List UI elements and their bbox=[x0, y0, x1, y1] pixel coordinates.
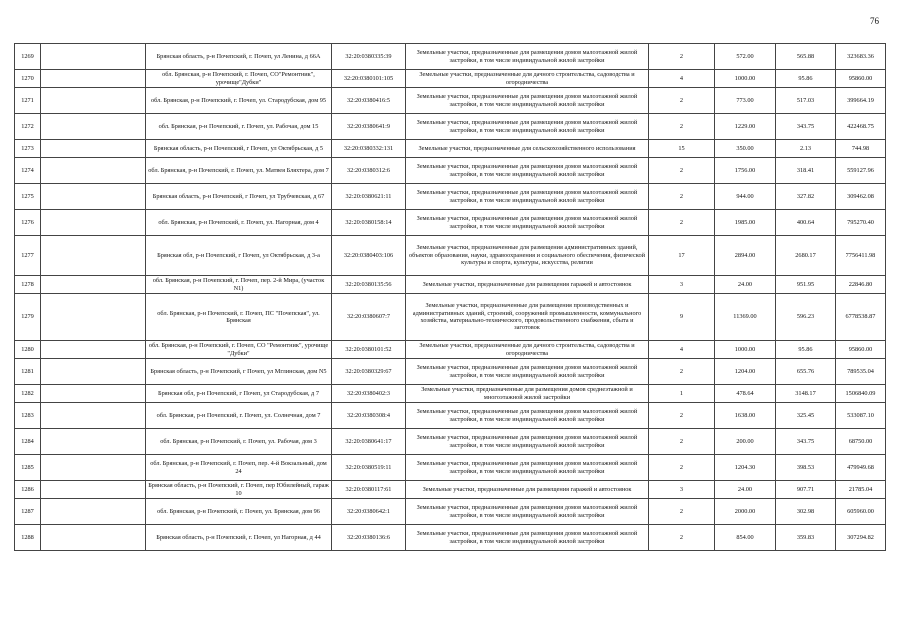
cadastral-value-cell: 789535.04 bbox=[836, 359, 886, 385]
table-row bbox=[15, 429, 886, 455]
table-row bbox=[15, 210, 886, 236]
area-cell: 1985.00 bbox=[715, 210, 776, 236]
area-cell: 11369.00 bbox=[715, 294, 776, 341]
empty-cell bbox=[41, 44, 146, 70]
specific-value-cell: 517.03 bbox=[776, 88, 836, 114]
group-number-cell: 4 bbox=[649, 70, 715, 88]
address-cell: обл. Брянская, р-н Почепский, г. Почеп, ул. Рабочая, дом 15 bbox=[146, 114, 332, 140]
cadastral-value-cell: 6778538.87 bbox=[836, 294, 886, 341]
land-use-cell: Земельные участки, предназначенные для дачного строительства, садоводства и огородничества bbox=[406, 70, 649, 88]
area-cell: 1756.00 bbox=[715, 158, 776, 184]
empty-cell bbox=[41, 385, 146, 403]
land-use-cell: Земельные участки, предназначенные для размещения домов малоэтажной жилой застройки, в том числе индивидуальной жилой застройки bbox=[406, 158, 649, 184]
specific-value-cell: 907.71 bbox=[776, 481, 836, 499]
address-cell: обл. Брянская, р-н Почепский, г. Почеп, СО"Ремонтник", урочище"Дубки" bbox=[146, 70, 332, 88]
table-row bbox=[15, 499, 886, 525]
address-cell: обл. Брянская, р-н Почепский, г. Почеп, ул. Стародубская, дом 95 bbox=[146, 88, 332, 114]
empty-cell bbox=[41, 499, 146, 525]
row-number-cell: 1273 bbox=[15, 140, 41, 158]
row-number-cell: 1283 bbox=[15, 403, 41, 429]
cadastral-value-cell: 533087.10 bbox=[836, 403, 886, 429]
cadastral-number-cell: 32:20:0380519:11 bbox=[332, 455, 406, 481]
address-cell: обл. Брянская, р-н Почепский, г. Почеп, СО "Ремонтник", урочище "Дубки" bbox=[146, 341, 332, 359]
area-cell: 1000.00 bbox=[715, 70, 776, 88]
group-number-cell: 2 bbox=[649, 114, 715, 140]
cadastral-value-cell: 422468.75 bbox=[836, 114, 886, 140]
specific-value-cell: 343.75 bbox=[776, 114, 836, 140]
table-row bbox=[15, 140, 886, 158]
row-number-cell: 1287 bbox=[15, 499, 41, 525]
specific-value-cell: 343.75 bbox=[776, 429, 836, 455]
table-row bbox=[15, 158, 886, 184]
address-cell: Брянская обл, р-н Почепский, г Почеп, ул Стародубская, д 7 bbox=[146, 385, 332, 403]
row-number-cell: 1277 bbox=[15, 236, 41, 276]
address-cell: обл. Брянская, р-н Почепский, г. Почеп, ул. Солнечная, дом 7 bbox=[146, 403, 332, 429]
table-row bbox=[15, 481, 886, 499]
group-number-cell: 2 bbox=[649, 158, 715, 184]
cadastral-value-cell: 307294.82 bbox=[836, 525, 886, 551]
cadastral-number-cell: 32:20:0380641:17 bbox=[332, 429, 406, 455]
cadastral-number-cell: 32:20:0380308:4 bbox=[332, 403, 406, 429]
area-cell: 2000.00 bbox=[715, 499, 776, 525]
address-cell: Брянская область, р-н Почепский, г Почеп, ул Октябрьская, д 5 bbox=[146, 140, 332, 158]
address-cell: Брянская область, р-н Почепский, г Почеп, ул Трубчевская, д 67 bbox=[146, 184, 332, 210]
group-number-cell: 2 bbox=[649, 499, 715, 525]
land-use-cell: Земельные участки, предназначенные для размещения гаражей и автостоянок bbox=[406, 276, 649, 294]
empty-cell bbox=[41, 481, 146, 499]
empty-cell bbox=[41, 184, 146, 210]
cadastral-number-cell: 32:20:0380607:7 bbox=[332, 294, 406, 341]
empty-cell bbox=[41, 525, 146, 551]
cadastral-value-cell: 68750.00 bbox=[836, 429, 886, 455]
cadastral-number-cell: 32:20:0380402:3 bbox=[332, 385, 406, 403]
specific-value-cell: 398.53 bbox=[776, 455, 836, 481]
cadastral-value-cell: 605960.00 bbox=[836, 499, 886, 525]
row-number-cell: 1269 bbox=[15, 44, 41, 70]
area-cell: 24.00 bbox=[715, 276, 776, 294]
empty-cell bbox=[41, 236, 146, 276]
empty-cell bbox=[41, 210, 146, 236]
address-cell: Брянская область, р-н Почепский, г. Почеп, пер Юбилейный, гараж 10 bbox=[146, 481, 332, 499]
table-row bbox=[15, 70, 886, 88]
cadastral-value-cell: 95860.00 bbox=[836, 341, 886, 359]
cadastral-value-cell: 559127.96 bbox=[836, 158, 886, 184]
cadastral-number-cell: 32:20:0380101:105 bbox=[332, 70, 406, 88]
group-number-cell: 3 bbox=[649, 276, 715, 294]
row-number-cell: 1286 bbox=[15, 481, 41, 499]
cadastral-value-cell: 21785.04 bbox=[836, 481, 886, 499]
specific-value-cell: 565.88 bbox=[776, 44, 836, 70]
table-row bbox=[15, 294, 886, 341]
row-number-cell: 1285 bbox=[15, 455, 41, 481]
cadastral-number-cell: 32:20:0380312:6 bbox=[332, 158, 406, 184]
table-row bbox=[15, 403, 886, 429]
empty-cell bbox=[41, 70, 146, 88]
empty-cell bbox=[41, 114, 146, 140]
group-number-cell: 2 bbox=[649, 403, 715, 429]
specific-value-cell: 302.98 bbox=[776, 499, 836, 525]
cadastral-number-cell: 32:20:0380329:67 bbox=[332, 359, 406, 385]
table-row bbox=[15, 88, 886, 114]
address-cell: Брянская область, р-н Почепский, г. Почеп, ул Ленина, д 66А bbox=[146, 44, 332, 70]
specific-value-cell: 2680.17 bbox=[776, 236, 836, 276]
land-use-cell: Земельные участки, предназначенные для размещения домов малоэтажной жилой застройки, в том числе индивидуальной жилой застройки bbox=[406, 499, 649, 525]
land-use-cell: Земельные участки, предназначенные для размещения домов малоэтажной жилой застройки, в том числе индивидуальной жилой застройки bbox=[406, 429, 649, 455]
table-row bbox=[15, 455, 886, 481]
address-cell: обл. Брянская, р-н Почепский, г. Почеп, пер. 4-й Вокзальный, дом 24 bbox=[146, 455, 332, 481]
cadastral-value-cell: 744.98 bbox=[836, 140, 886, 158]
area-cell: 24.00 bbox=[715, 481, 776, 499]
row-number-cell: 1284 bbox=[15, 429, 41, 455]
land-use-cell: Земельные участки, предназначенные для размещения домов малоэтажной жилой застройки, в том числе индивидуальной жилой застройки bbox=[406, 44, 649, 70]
cadastral-value-cell: 1506840.09 bbox=[836, 385, 886, 403]
empty-cell bbox=[41, 341, 146, 359]
land-use-cell: Земельные участки, предназначенные для размещения домов малоэтажной жилой застройки, в том числе индивидуальной жилой застройки bbox=[406, 403, 649, 429]
table-row bbox=[15, 114, 886, 140]
row-number-cell: 1282 bbox=[15, 385, 41, 403]
area-cell: 2894.00 bbox=[715, 236, 776, 276]
cadastral-number-cell: 32:20:0380136:6 bbox=[332, 525, 406, 551]
table-row bbox=[15, 44, 886, 70]
area-cell: 944.00 bbox=[715, 184, 776, 210]
land-use-cell: Земельные участки, предназначенные для размещения домов среднеэтажной и многоэтажной жилой застройки bbox=[406, 385, 649, 403]
group-number-cell: 15 bbox=[649, 140, 715, 158]
empty-cell bbox=[41, 88, 146, 114]
land-registry-table bbox=[14, 43, 886, 551]
row-number-cell: 1278 bbox=[15, 276, 41, 294]
group-number-cell: 1 bbox=[649, 385, 715, 403]
land-use-cell: Земельные участки, предназначенные для размещения производственных и административных зданий, строений, сооружений промышленности, коммунального хозяйства, материально-технического, продовольственного снабжения, сбыта и заготовок bbox=[406, 294, 649, 341]
area-cell: 1000.00 bbox=[715, 341, 776, 359]
cadastral-number-cell: 32:20:0380101:52 bbox=[332, 341, 406, 359]
specific-value-cell: 951.95 bbox=[776, 276, 836, 294]
area-cell: 1229.00 bbox=[715, 114, 776, 140]
cadastral-number-cell: 32:20:0380641:9 bbox=[332, 114, 406, 140]
group-number-cell: 2 bbox=[649, 44, 715, 70]
land-use-cell: Земельные участки, предназначенные для размещения гаражей и автостоянок bbox=[406, 481, 649, 499]
row-number-cell: 1275 bbox=[15, 184, 41, 210]
row-number-cell: 1279 bbox=[15, 294, 41, 341]
group-number-cell: 17 bbox=[649, 236, 715, 276]
table-row bbox=[15, 184, 886, 210]
empty-cell bbox=[41, 294, 146, 341]
address-cell: обл. Брянская, р-н Почепский, г. Почеп, ул. Нагорная, дом 4 bbox=[146, 210, 332, 236]
row-number-cell: 1270 bbox=[15, 70, 41, 88]
specific-value-cell: 3148.17 bbox=[776, 385, 836, 403]
empty-cell bbox=[41, 359, 146, 385]
address-cell: обл. Брянская, р-н Почепский, г. Почеп, пер. 2-й Мира, (участок N1) bbox=[146, 276, 332, 294]
cadastral-number-cell: 32:20:0380158:14 bbox=[332, 210, 406, 236]
address-cell: обл. Брянская, р-н Почепский, г. Почеп, ул. Матвея Бляхтера, дом 7 bbox=[146, 158, 332, 184]
area-cell: 478.64 bbox=[715, 385, 776, 403]
cadastral-value-cell: 795270.40 bbox=[836, 210, 886, 236]
cadastral-value-cell: 22846.80 bbox=[836, 276, 886, 294]
address-cell: обл. Брянская, р-н Почепский, г. Почеп, ул. Рабочая, дом 3 bbox=[146, 429, 332, 455]
table-body bbox=[15, 44, 886, 551]
row-number-cell: 1280 bbox=[15, 341, 41, 359]
group-number-cell: 2 bbox=[649, 455, 715, 481]
row-number-cell: 1274 bbox=[15, 158, 41, 184]
group-number-cell: 2 bbox=[649, 88, 715, 114]
land-use-cell: Земельные участки, предназначенные для размещения домов малоэтажной жилой застройки, в том числе индивидуальной жилой застройки bbox=[406, 184, 649, 210]
land-use-cell: Земельные участки, предназначенные для размещения домов малоэтажной жилой застройки, в том числе индивидуальной жилой застройки bbox=[406, 455, 649, 481]
land-use-cell: Земельные участки, предназначенные для размещения домов малоэтажной жилой застройки, в том числе индивидуальной жилой застройки bbox=[406, 210, 649, 236]
group-number-cell: 2 bbox=[649, 210, 715, 236]
cadastral-number-cell: 32:20:0380117:61 bbox=[332, 481, 406, 499]
cadastral-value-cell: 399664.19 bbox=[836, 88, 886, 114]
cadastral-number-cell: 32:20:0380416:5 bbox=[332, 88, 406, 114]
table-row bbox=[15, 385, 886, 403]
land-use-cell: Земельные участки, предназначенные для размещения домов малоэтажной жилой застройки, в том числе индивидуальной жилой застройки bbox=[406, 359, 649, 385]
specific-value-cell: 655.76 bbox=[776, 359, 836, 385]
specific-value-cell: 2.13 bbox=[776, 140, 836, 158]
specific-value-cell: 325.45 bbox=[776, 403, 836, 429]
page-number: 76 bbox=[870, 16, 879, 26]
area-cell: 854.00 bbox=[715, 525, 776, 551]
empty-cell bbox=[41, 455, 146, 481]
address-cell: Брянская область, р-н Почепский, г Почеп, ул Мглинская, дом N5 bbox=[146, 359, 332, 385]
row-number-cell: 1288 bbox=[15, 525, 41, 551]
table-row bbox=[15, 276, 886, 294]
row-number-cell: 1281 bbox=[15, 359, 41, 385]
specific-value-cell: 327.82 bbox=[776, 184, 836, 210]
area-cell: 1204.30 bbox=[715, 455, 776, 481]
land-use-cell: Земельные участки, предназначенные для размещения административных зданий, объектов образования, науки, здравоохранения и социального обеспечения, физической культуры и спорта, культуры, искусства, религии bbox=[406, 236, 649, 276]
group-number-cell: 2 bbox=[649, 429, 715, 455]
land-use-cell: Земельные участки, предназначенные для сельскохозяйственного использования bbox=[406, 140, 649, 158]
land-use-cell: Земельные участки, предназначенные для размещения домов малоэтажной жилой застройки, в том числе индивидуальной жилой застройки bbox=[406, 88, 649, 114]
row-number-cell: 1272 bbox=[15, 114, 41, 140]
area-cell: 1204.00 bbox=[715, 359, 776, 385]
area-cell: 572.00 bbox=[715, 44, 776, 70]
group-number-cell: 3 bbox=[649, 481, 715, 499]
empty-cell bbox=[41, 158, 146, 184]
table-row bbox=[15, 341, 886, 359]
specific-value-cell: 318.41 bbox=[776, 158, 836, 184]
address-cell: обл. Брянская, р-н Почепский, г. Почеп, ПС "Почепская", ул. Брянская bbox=[146, 294, 332, 341]
address-cell: обл. Брянская, р-н Почепский, г. Почеп, ул. Брянская, дом 96 bbox=[146, 499, 332, 525]
table-row bbox=[15, 236, 886, 276]
cadastral-value-cell: 323683.36 bbox=[836, 44, 886, 70]
group-number-cell: 9 bbox=[649, 294, 715, 341]
address-cell: Брянская область, р-н Почепский, г. Почеп, ул Нагорная, д 44 bbox=[146, 525, 332, 551]
group-number-cell: 2 bbox=[649, 184, 715, 210]
cadastral-value-cell: 309462.08 bbox=[836, 184, 886, 210]
land-use-cell: Земельные участки, предназначенные для размещения домов малоэтажной жилой застройки, в том числе индивидуальной жилой застройки bbox=[406, 114, 649, 140]
specific-value-cell: 596.23 bbox=[776, 294, 836, 341]
cadastral-number-cell: 32:20:0380621:11 bbox=[332, 184, 406, 210]
land-use-cell: Земельные участки, предназначенные для дачного строительства, садоводства и огородничества bbox=[406, 341, 649, 359]
area-cell: 200.00 bbox=[715, 429, 776, 455]
row-number-cell: 1276 bbox=[15, 210, 41, 236]
area-cell: 350.00 bbox=[715, 140, 776, 158]
area-cell: 773.00 bbox=[715, 88, 776, 114]
group-number-cell: 2 bbox=[649, 359, 715, 385]
address-cell: Брянская обл, р-н Почепский, г Почеп, ул Октябрьская, д 3-а bbox=[146, 236, 332, 276]
cadastral-number-cell: 32:20:0380335:39 bbox=[332, 44, 406, 70]
cadastral-number-cell: 32:20:0380642:1 bbox=[332, 499, 406, 525]
land-use-cell: Земельные участки, предназначенные для размещения домов малоэтажной жилой застройки, в том числе индивидуальной жилой застройки bbox=[406, 525, 649, 551]
empty-cell bbox=[41, 429, 146, 455]
empty-cell bbox=[41, 403, 146, 429]
group-number-cell: 4 bbox=[649, 341, 715, 359]
cadastral-value-cell: 95860.00 bbox=[836, 70, 886, 88]
table-row bbox=[15, 525, 886, 551]
cadastral-number-cell: 32:20:0380332:131 bbox=[332, 140, 406, 158]
specific-value-cell: 400.64 bbox=[776, 210, 836, 236]
row-number-cell: 1271 bbox=[15, 88, 41, 114]
empty-cell bbox=[41, 276, 146, 294]
cadastral-value-cell: 7756411.98 bbox=[836, 236, 886, 276]
cadastral-number-cell: 32:20:0380403:106 bbox=[332, 236, 406, 276]
area-cell: 1638.00 bbox=[715, 403, 776, 429]
specific-value-cell: 95.86 bbox=[776, 70, 836, 88]
specific-value-cell: 95.86 bbox=[776, 341, 836, 359]
specific-value-cell: 359.83 bbox=[776, 525, 836, 551]
cadastral-number-cell: 32:20:0380135:56 bbox=[332, 276, 406, 294]
empty-cell bbox=[41, 140, 146, 158]
table-row bbox=[15, 359, 886, 385]
cadastral-value-cell: 479949.68 bbox=[836, 455, 886, 481]
group-number-cell: 2 bbox=[649, 525, 715, 551]
